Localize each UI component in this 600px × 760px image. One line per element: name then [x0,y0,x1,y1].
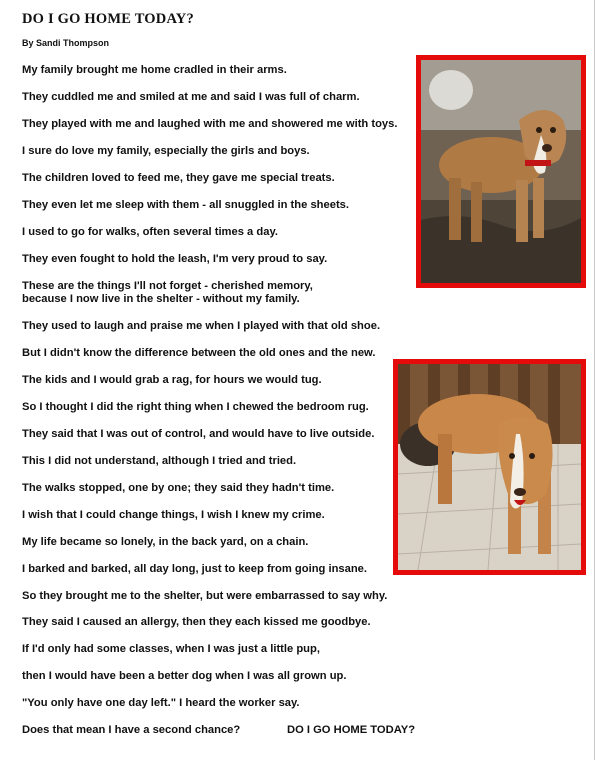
dog-indoors-image [398,364,581,570]
poem-line: They played with me and laughed with me and showered me with toys. [22,118,398,130]
poem-line: They even fought to hold the leash, I'm very proud to say. [22,253,328,265]
poem-line: They said that I was out of control, and would have to live outside. [22,428,375,440]
poem-line: So I thought I did the right thing when I chewed the bedroom rug. [22,401,369,413]
poem-line: These are the things I'll not forget - cherished memory, [22,280,313,292]
poem-line: I barked and barked, all day long, just to keep from going insane. [22,563,368,575]
poem-line: The children loved to feed me, they gave me special treats. [22,172,335,184]
poem-author: By Sandi Thompson [22,38,110,48]
poem-line: My life became so lonely, in the back yard, on a chain. [22,536,309,548]
poem-line: Does that mean I have a second chance? [22,724,241,736]
poem-line: They said I caused an allergy, then they each kissed me goodbye. [22,616,371,628]
poem-line: My family brought me home cradled in their arms. [22,64,287,76]
poem-line: But I didn't know the difference between the old ones and the new. [22,347,376,359]
poem-line: They used to laugh and praise me when I played with that old shoe. [22,320,381,332]
dog-outdoors-image [421,60,581,283]
poem-line: This I did not understand, although I tried and tried. [22,455,297,467]
poem-line: If I'd only had some classes, when I was just a little pup, [22,643,320,655]
poem-line: So they brought me to the shelter, but were embarrassed to say why. [22,590,388,602]
dog-photo-outdoors [416,55,586,288]
poem-line: They even let me sleep with them - all snuggled in the sheets. [22,199,350,211]
dog-photo-indoors [393,359,586,575]
page-edge-divider [594,0,595,760]
poem-line: "You only have one day left." I heard the worker say. [22,697,300,709]
poem-line: then I would have been a better dog when I was all grown up. [22,670,347,682]
poem-line: I used to go for walks, often several times a day. [22,226,278,238]
poem-line: The kids and I would grab a rag, for hours we would tug. [22,374,322,386]
poem-line: I sure do love my family, especially the girls and boys. [22,145,310,157]
closing-refrain: DO I GO HOME TODAY? [287,724,416,736]
poem-line: because I now live in the shelter - without my family. [22,293,300,305]
poem-line: They cuddled me and smiled at me and said I was full of charm. [22,91,360,103]
poem-title: DO I GO HOME TODAY? [22,11,194,27]
poem-line: The walks stopped, one by one; they said they hadn't time. [22,482,335,494]
poem-line: I wish that I could change things, I wish I knew my crime. [22,509,325,521]
